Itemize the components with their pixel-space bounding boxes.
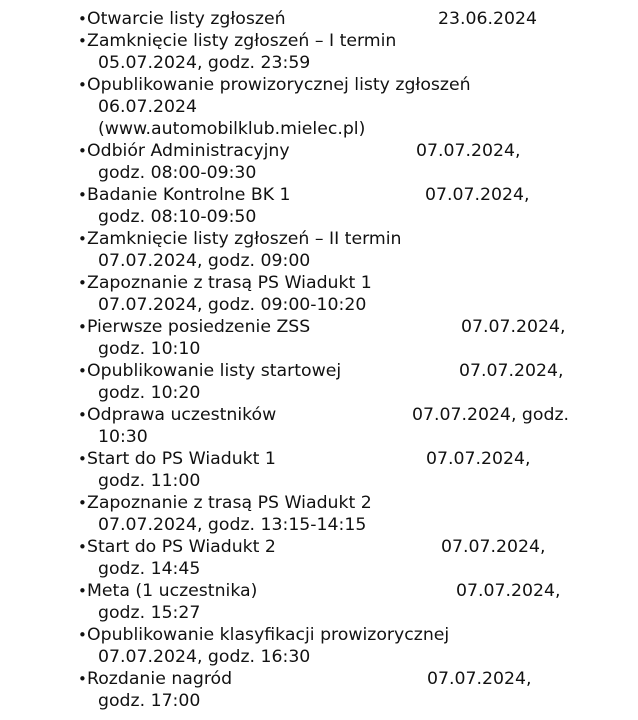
item-detail-line <box>0 162 638 184</box>
item-detail: godz. 17:00 <box>98 691 201 711</box>
list-item <box>0 140 638 184</box>
item-detail-line <box>0 118 638 140</box>
item-line <box>0 74 638 96</box>
item-title: Badanie Kontrolne BK 1 <box>87 185 291 205</box>
item-title: Opublikowanie prowizorycznej listy zgłoszeń <box>87 75 471 95</box>
list-item <box>0 272 638 316</box>
list-item <box>0 360 638 404</box>
item-title: Meta (1 uczestnika) <box>87 581 258 601</box>
item-line <box>0 316 638 338</box>
item-line <box>0 8 638 30</box>
item-date: 07.07.2024, <box>441 537 546 557</box>
bullet-icon: • <box>78 450 87 468</box>
item-detail: godz. 14:45 <box>98 559 201 579</box>
bullet-icon: • <box>78 10 87 28</box>
item-date: 07.07.2024, <box>427 669 532 689</box>
item-title: Rozdanie nagród <box>87 669 233 689</box>
item-detail-line <box>0 250 638 272</box>
item-line <box>0 272 638 294</box>
list-item <box>0 74 638 140</box>
item-detail: 07.07.2024, godz. 16:30 <box>98 647 311 667</box>
item-line <box>0 360 638 382</box>
item-detail: godz. 11:00 <box>98 471 201 491</box>
list-item <box>0 624 638 668</box>
item-detail-line <box>0 602 638 624</box>
bullet-icon: • <box>78 406 87 424</box>
item-detail-line <box>0 96 638 118</box>
item-title: Opublikowanie listy startowej <box>87 361 342 381</box>
item-line <box>0 492 638 514</box>
item-date: 23.06.2024 <box>438 9 537 29</box>
item-detail: 05.07.2024, godz. 23:59 <box>98 53 311 73</box>
item-line <box>0 228 638 250</box>
item-line <box>0 30 638 52</box>
item-date: 07.07.2024, <box>416 141 521 161</box>
bullet-icon: • <box>78 538 87 556</box>
item-detail: godz. 10:20 <box>98 383 201 403</box>
item-detail: 07.07.2024, godz. 13:15-14:15 <box>98 515 367 535</box>
list-item <box>0 492 638 536</box>
item-line <box>0 184 638 206</box>
item-date: 07.07.2024, <box>425 185 530 205</box>
item-detail: godz. 08:00-09:30 <box>98 163 257 183</box>
bullet-icon: • <box>78 318 87 336</box>
item-date: 07.07.2024, <box>426 449 531 469</box>
item-detail-line <box>0 646 638 668</box>
item-detail-line <box>0 514 638 536</box>
item-title: Start do PS Wiadukt 2 <box>87 537 276 557</box>
item-line <box>0 536 638 558</box>
item-detail: 07.07.2024, godz. 09:00-10:20 <box>98 295 367 315</box>
item-detail-line <box>0 426 638 448</box>
list-item <box>0 316 638 360</box>
item-title: Otwarcie listy zgłoszeń <box>87 9 286 29</box>
list-item <box>0 668 638 712</box>
item-line <box>0 140 638 162</box>
bullet-icon: • <box>78 142 87 160</box>
list-item <box>0 8 638 30</box>
item-title: Pierwsze posiedzenie ZSS <box>87 317 311 337</box>
bullet-icon: • <box>78 626 87 644</box>
item-title: Zamknięcie listy zgłoszeń – I termin <box>87 31 397 51</box>
item-date: 07.07.2024, godz. <box>412 405 570 425</box>
item-detail: godz. 15:27 <box>98 603 201 623</box>
list-item <box>0 404 638 448</box>
list-item <box>0 30 638 74</box>
bullet-icon: • <box>78 670 87 688</box>
item-line <box>0 404 638 426</box>
item-detail: godz. 10:10 <box>98 339 201 359</box>
item-detail: 07.07.2024, godz. 09:00 <box>98 251 311 271</box>
list-item <box>0 580 638 624</box>
item-title: Start do PS Wiadukt 1 <box>87 449 276 469</box>
bullet-icon: • <box>78 274 87 292</box>
list-item <box>0 228 638 272</box>
item-detail: 10:30 <box>98 427 148 447</box>
item-detail-line <box>0 558 638 580</box>
item-line <box>0 668 638 690</box>
item-detail-line <box>0 338 638 360</box>
item-detail-line <box>0 470 638 492</box>
item-title: Zapoznanie z trasą PS Wiadukt 2 <box>87 493 372 513</box>
item-line <box>0 624 638 646</box>
item-date: 07.07.2024, <box>456 581 561 601</box>
item-detail-line <box>0 382 638 404</box>
item-line <box>0 448 638 470</box>
item-date: 07.07.2024, <box>459 361 564 381</box>
bullet-icon: • <box>78 76 87 94</box>
item-detail-line <box>0 690 638 712</box>
item-detail-link: (www.automobilklub.mielec.pl) <box>98 119 366 139</box>
bullet-icon: • <box>78 230 87 248</box>
item-line <box>0 580 638 602</box>
item-detail: godz. 08:10-09:50 <box>98 207 257 227</box>
list-item <box>0 536 638 580</box>
bullet-icon: • <box>78 32 87 50</box>
bullet-icon: • <box>78 186 87 204</box>
item-title: Odbiór Administracyjny <box>87 141 290 161</box>
item-detail-line <box>0 52 638 74</box>
item-detail: 06.07.2024 <box>98 97 197 117</box>
list-item <box>0 184 638 228</box>
item-title: Zapoznanie z trasą PS Wiadukt 1 <box>87 273 372 293</box>
bullet-icon: • <box>78 582 87 600</box>
bullet-icon: • <box>78 362 87 380</box>
bullet-icon: • <box>78 494 87 512</box>
item-date: 07.07.2024, <box>461 317 566 337</box>
item-title: Odprawa uczestników <box>87 405 277 425</box>
item-detail-line <box>0 294 638 316</box>
item-title: Zamknięcie listy zgłoszeń – II termin <box>87 229 402 249</box>
item-title: Opublikowanie klasyfikacji prowizorycznej <box>87 625 450 645</box>
list-item <box>0 448 638 492</box>
event-schedule-list <box>0 8 638 712</box>
item-detail-line <box>0 206 638 228</box>
